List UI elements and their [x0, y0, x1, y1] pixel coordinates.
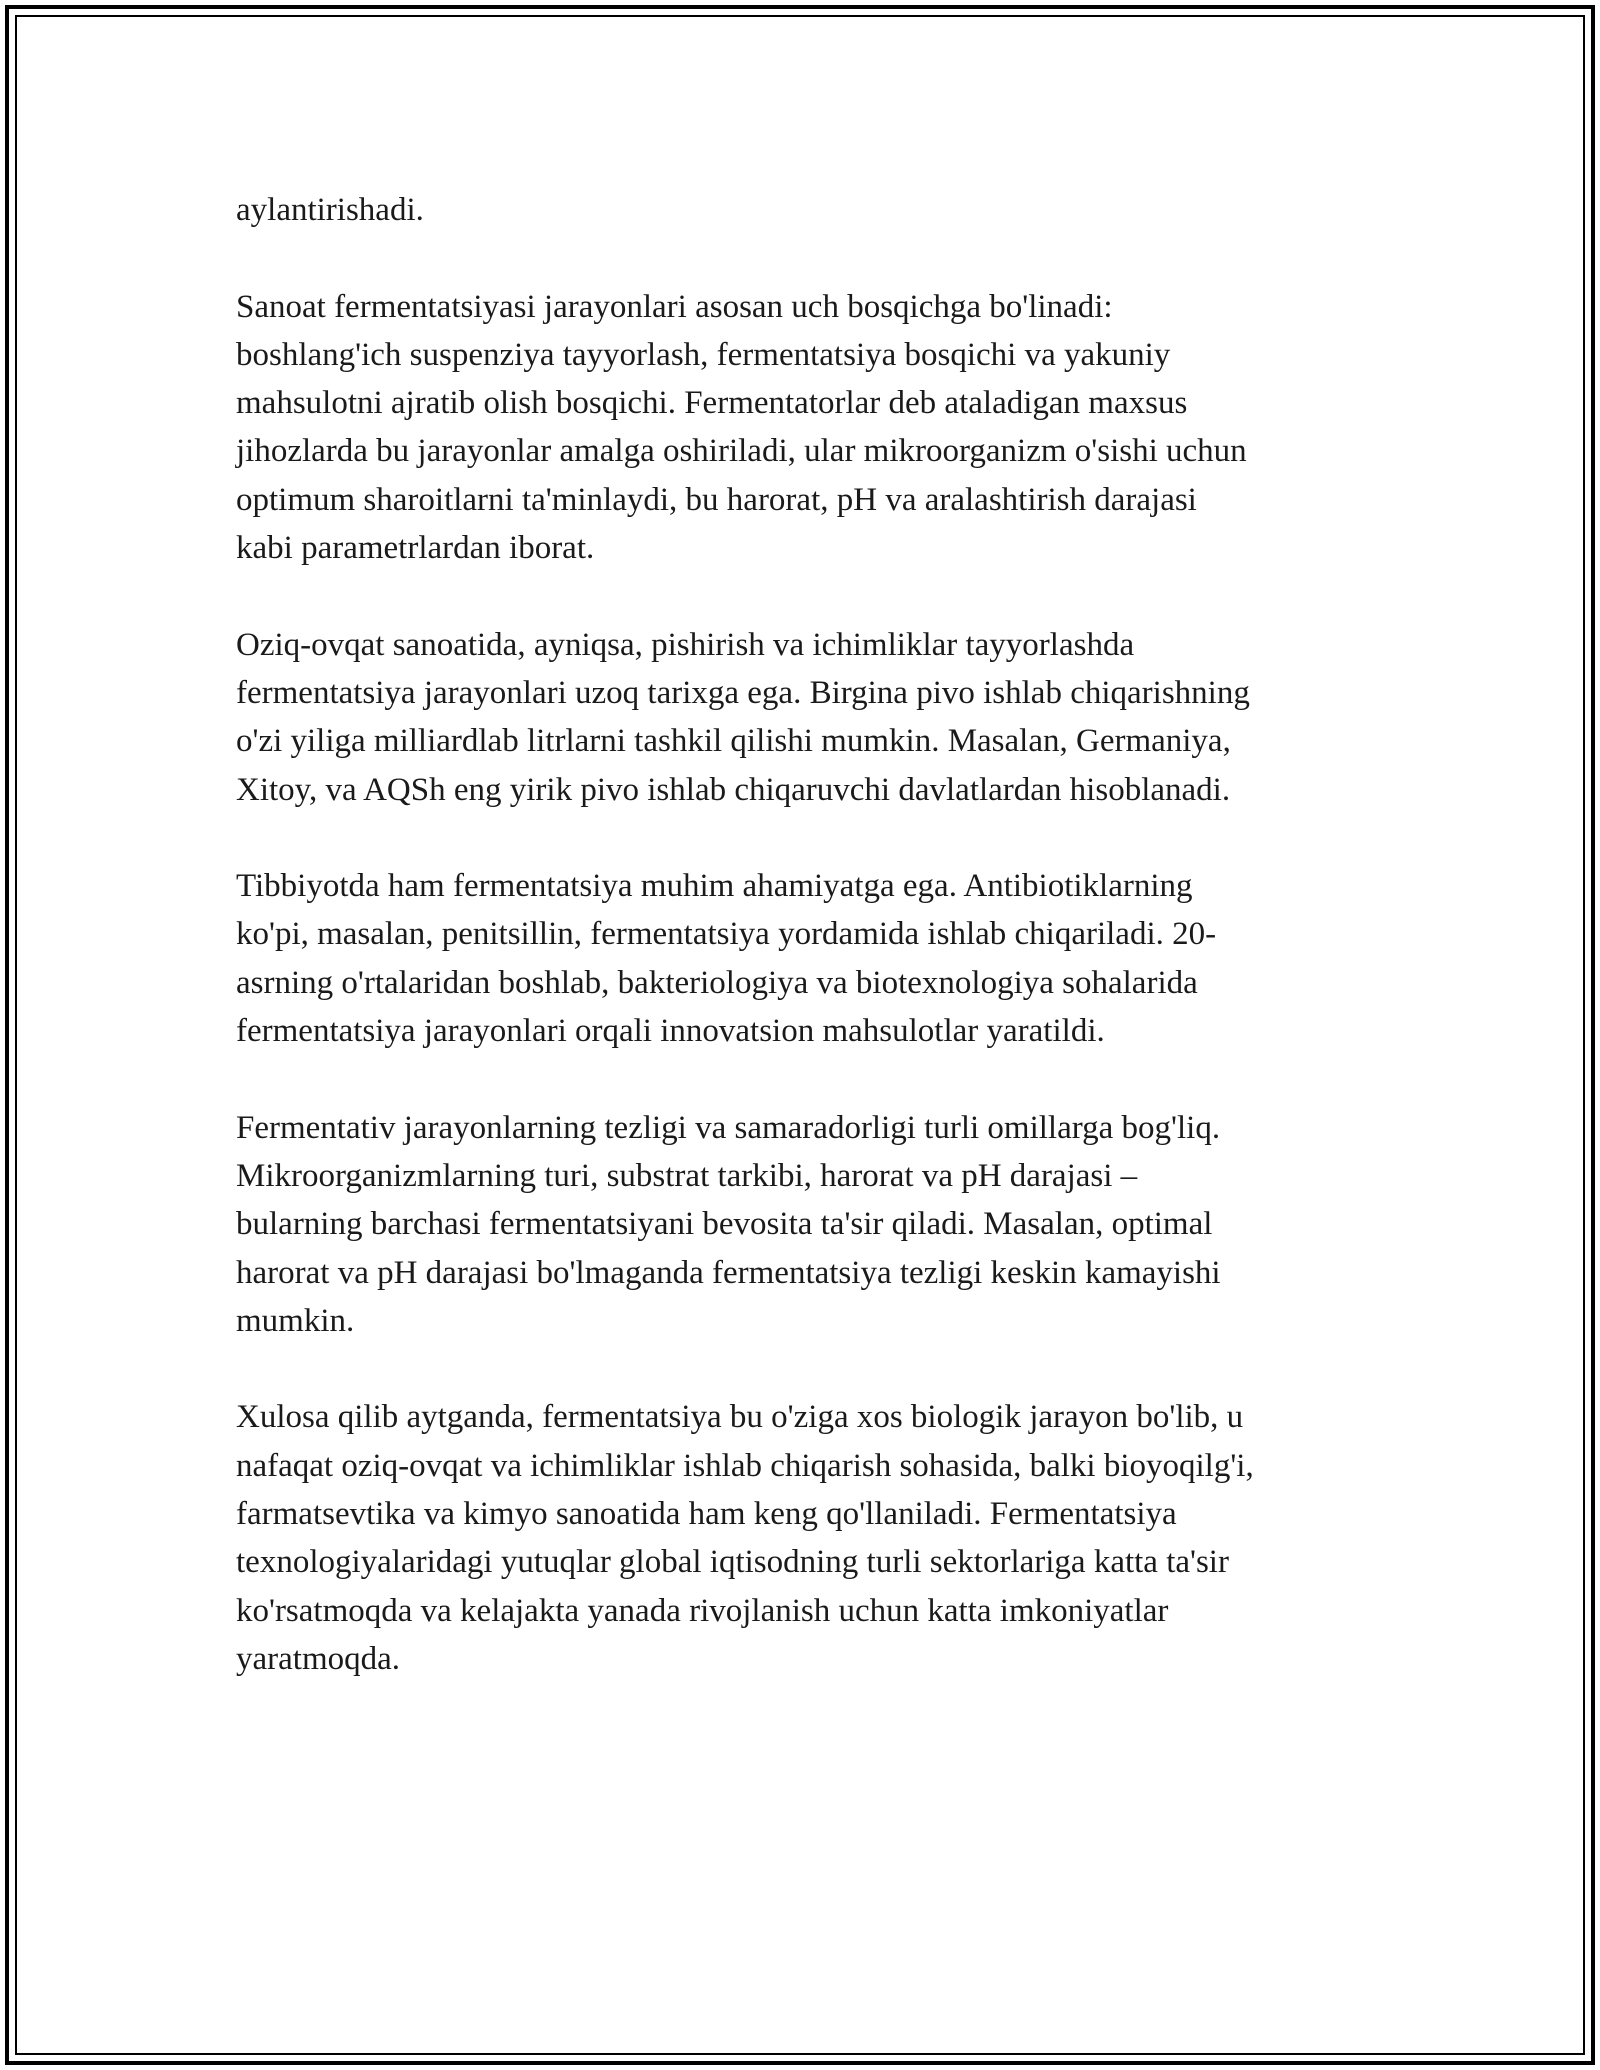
paragraph-continuation: aylantirishadi. [236, 192, 424, 228]
paragraph-factors: Fermentativ jarayonlarning tezligi va samaradorligi turli omillarga bog'liq. Mikroorganizmlarning turi, substrat tarkibi, harorat va pH darajasi – bularning barchasi fermentatsiyani bevosita ta'sir qiladi. Masalan, optimal harorat va pH darajasi bo'lmaganda fermentatsiya tezligi keskin kamayishi mumkin. [236, 1109, 1221, 1339]
paragraph-industrial-fermentation: Sanoat fermentatsiyasi jarayonlari asosan uch bosqichga bo'linadi: boshlang'ich suspenziya tayyorlash, fermentatsiya bosqichi va yakuniy mahsulotni ajratib olish bosqichi. Fermentatorlar deb ataladigan maxsus jihozlarda bu jarayonlar amalga oshiriladi, ular mikroorganizm o'sishi uchun optimum sharoitlarni ta'minlaydi, bu harorat, pH va aralashtirish darajasi kabi parametrlardan iborat. [236, 288, 1247, 567]
paragraph-food-industry: Oziq-ovqat sanoatida, ayniqsa, pishirish va ichimliklar tayyorlashda fermentatsiya jarayonlari uzoq tarixga ega. Birgina pivo ishlab chiqarishning o'zi yiliga milliardlab litrlarni tashkil qilishi mumkin. Masalan, Germaniya, Xitoy, va AQSh eng yirik pivo ishlab chiqaruvchi davlatlardan hisoblanadi. [236, 626, 1250, 808]
document-body [236, 186, 1416, 1732]
paragraph-medicine: Tibbiyotda ham fermentatsiya muhim ahamiyatga ega. Antibiotiklarning ko'pi, masalan, penitsillin, fermentatsiya yordamida ishlab chiqariladi. 20- asrning o'rtalaridan boshlab, bakteriologiya va biotexnologiya sohalarida fermentatsiya jarayonlari orqali innovatsion mahsulotlar yaratildi. [236, 868, 1217, 1050]
paragraph-conclusion: Xulosa qilib aytganda, fermentatsiya bu o'ziga xos biologik jarayon bo'lib, u nafaqat oziq-ovqat va ichimliklar ishlab chiqarish sohasida, balki bioyoqilg'i, farmatsevtika va kimyo sanoatida ham keng qo'llaniladi. Fermentatsiya texnologiyalaridagi yutuqlar global iqtisodning turli sektorlariga katta ta'sir ko'rsatmoqda va kelajakta yanada rivojlanish uchun katta imkoniyatlar yaratmoqda. [236, 1399, 1254, 1677]
